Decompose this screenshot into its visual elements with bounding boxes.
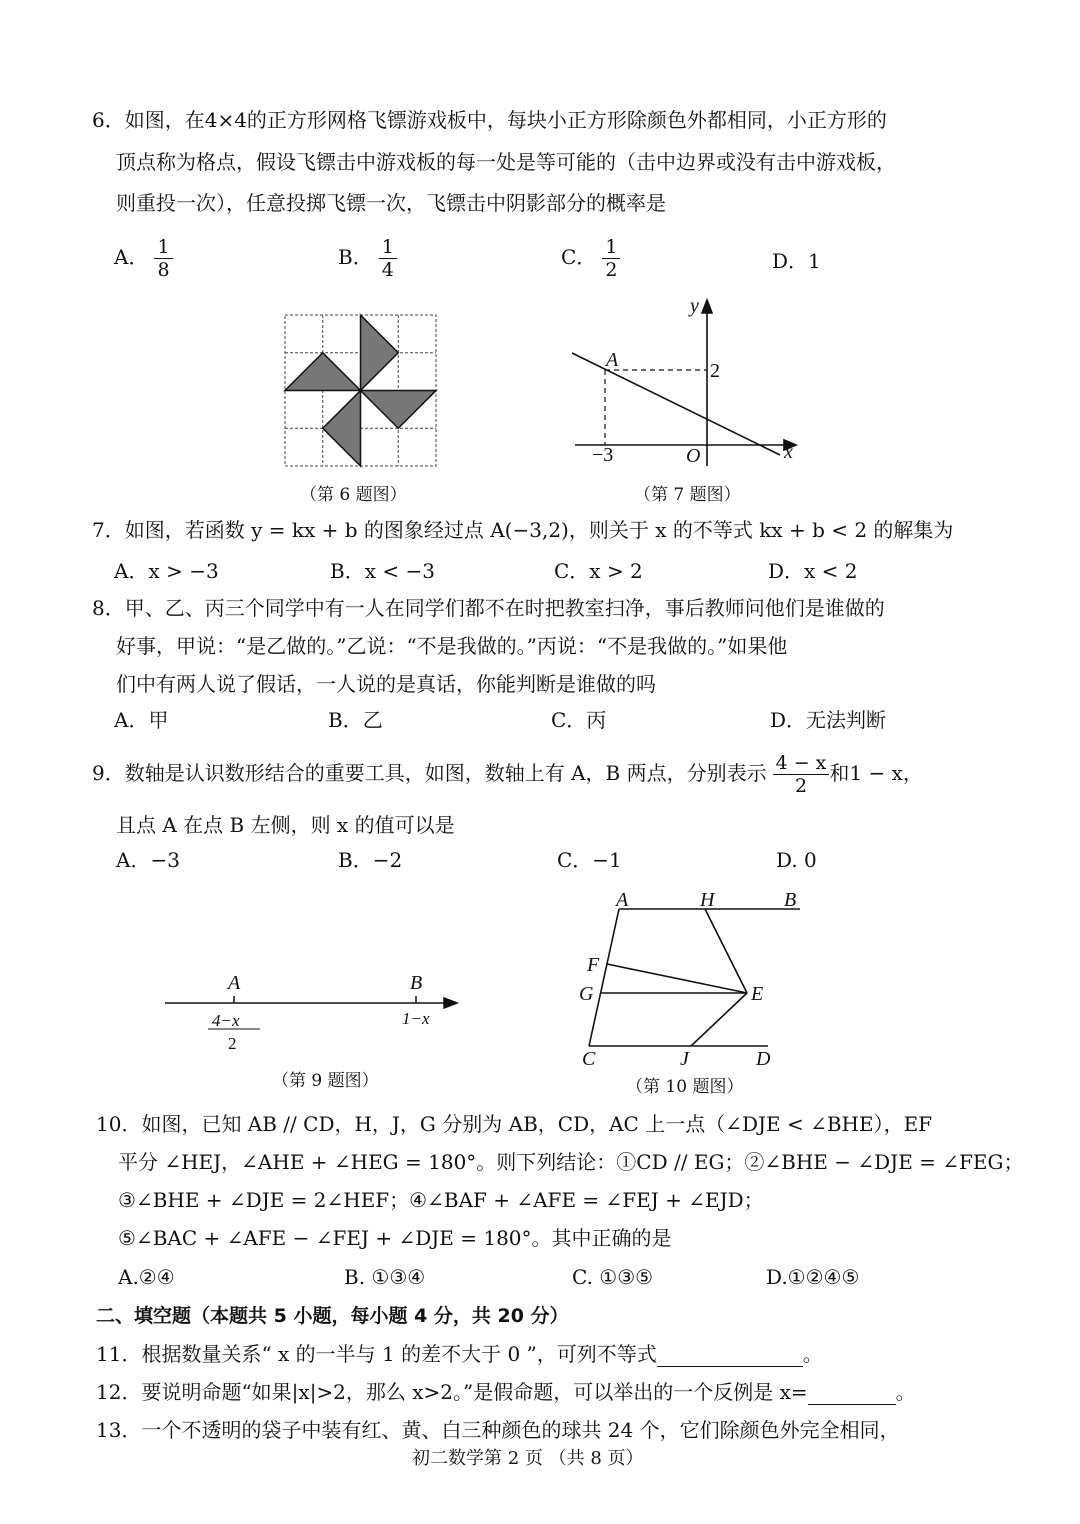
answer-blank[interactable]: [657, 1344, 803, 1367]
label-j: J: [680, 1048, 689, 1070]
q9-line-1: [92, 752, 923, 797]
q9-text: 9．数轴是认识数形结合的重要工具，如图，数轴上有 A，B 两点，分别表示: [92, 761, 767, 785]
q8-line-1: 8．甲、乙、丙三个同学中有一人在同学们都不在时把教室扫净，事后教师问他们是谁做的: [92, 596, 885, 620]
a-value-denominator: 2: [228, 1034, 237, 1053]
option-label: C．: [561, 245, 597, 269]
q12-text: 12．要说明命题“如果|x|>2，那么 x>2。”是假命题，可以举出的一个反例是 x=: [96, 1380, 808, 1404]
q9-option-a: A．−3: [116, 848, 180, 872]
page-footer: 初二数学第 2 页 （共 8 页）: [412, 1448, 644, 1469]
label-a: A: [616, 889, 629, 911]
option-label: B．: [338, 245, 373, 269]
a-value-numerator: 4−x: [212, 1011, 240, 1030]
q13-line: 13．一个不透明的袋子中装有红、黄、白三种颜色的球共 24 个，它们除颜色外完全相同，: [96, 1418, 900, 1442]
q7-option-b: B．x < −3: [330, 559, 435, 583]
label-h: H: [700, 889, 715, 911]
q6-line-1: 6．如图，在4×4的正方形网格飞镖游戏板中，每块小正方形除颜色外都相同，小正方形的: [92, 108, 887, 132]
figure-10-caption: （第 10 题图）: [626, 1077, 744, 1097]
label-c: C: [582, 1048, 596, 1070]
q8-option-c: C．丙: [551, 708, 607, 732]
label-b: B: [784, 889, 797, 911]
x-tick-label: −3: [592, 444, 614, 466]
denominator: 8: [157, 259, 170, 281]
denominator: 4: [381, 259, 394, 281]
q10-line-4: ⑤∠BAC + ∠AFE − ∠FEJ + ∠DJE = 180°。其中正确的是: [118, 1226, 672, 1250]
q10-option-a: A.②④: [118, 1265, 175, 1289]
q9-option-b: B．−2: [338, 848, 403, 872]
q8-line-3: 们中有两人说了假话，一人说的是真话，你能判断是谁做的吗: [116, 672, 656, 696]
figure-6-dartboard: [285, 315, 436, 466]
origin-label: O: [686, 445, 701, 467]
q12-end: 。: [895, 1380, 916, 1404]
numerator: 1: [379, 236, 397, 259]
y-tick-label: 2: [710, 360, 720, 382]
q8-option-b: B．乙: [328, 708, 383, 732]
q11-text: 11．根据数量关系“ x 的一半与 1 的差不大于 0 ”，可列不等式: [96, 1342, 657, 1366]
option-label: A．: [114, 245, 149, 269]
q10-line-2: 平分 ∠HEJ，∠AHE + ∠HEG = 180°。则下列结论：①CD // EG；②∠BHE − ∠DJE = ∠FEG；: [118, 1150, 1024, 1174]
label-f: F: [587, 954, 600, 976]
q8-option-d: D．无法判断: [770, 708, 887, 732]
point-a-label: A: [606, 349, 619, 371]
q11-end: 。: [802, 1342, 823, 1366]
q10-line-1: 10．如图，已知 AB // CD，H，J，G 分别为 AB，CD，AC 上一点（∠DJE < ∠BHE），EF: [96, 1112, 933, 1136]
q8-line-2: 好事，甲说：“是乙做的。”乙说：“不是我做的。”丙说：“不是我做的。”如果他: [116, 634, 788, 658]
q10-option-c: C. ①③⑤: [572, 1265, 654, 1289]
q7-option-c: C．x > 2: [554, 559, 643, 583]
option-value: 1: [808, 249, 821, 273]
x-axis-label: x: [784, 441, 793, 463]
figure-6-caption: （第 6 题图）: [300, 485, 407, 505]
option-label: D．: [772, 249, 809, 273]
denominator: 2: [605, 259, 618, 281]
numerator: 1: [602, 236, 620, 259]
q6-line-3: 则重投一次），任意投掷飞镖一次，飞镖击中阴影部分的概率是: [116, 191, 666, 215]
figure-9-caption: （第 9 题图）: [272, 1071, 379, 1091]
answer-blank[interactable]: [808, 1382, 896, 1405]
q9-option-d: D. 0: [776, 848, 817, 872]
figure-10-geometry: [589, 909, 800, 1046]
figure-7-graph: [572, 300, 796, 466]
section-2-heading: 二、填空题（本题共 5 小题，每小题 4 分，共 20 分）: [96, 1305, 569, 1327]
denominator: 2: [794, 775, 808, 797]
point-a-label: A: [228, 972, 241, 994]
q7-option-d: D．x < 2: [768, 559, 858, 583]
b-value: 1−x: [402, 1009, 430, 1028]
label-g: G: [579, 983, 594, 1005]
figure-7-caption: （第 7 题图）: [634, 485, 741, 505]
label-d: D: [756, 1048, 771, 1070]
numerator: 4 − x: [773, 752, 830, 775]
fraction: [773, 752, 830, 797]
y-axis-label: y: [690, 295, 699, 317]
shaded-triangles: [285, 315, 436, 466]
q12-line: [96, 1379, 916, 1405]
q10-option-d: D.①②④⑤: [766, 1265, 860, 1289]
q9-line-2: 且点 A 在点 B 左侧，则 x 的值可以是: [116, 813, 455, 837]
q9-text-end: 和1 − x，: [829, 761, 923, 785]
q9-option-c: C．−1: [557, 848, 622, 872]
q7-option-a: A．x > −3: [114, 559, 219, 583]
q10-option-b: B. ①③④: [344, 1265, 426, 1289]
q7-line: 7．如图，若函数 y = kx + b 的图象经过点 A(−3,2)，则关于 x 的不等式 kx + b < 2 的解集为: [92, 518, 954, 542]
q6-line-2: 顶点称为格点，假设飞镖击中游戏板的每一处是等可能的（击中边界或没有击中游戏板，: [116, 150, 896, 174]
point-b-label: B: [410, 972, 423, 994]
label-e: E: [751, 983, 764, 1005]
q11-line: [96, 1341, 823, 1367]
q10-line-3: ③∠BHE + ∠DJE = 2∠HEF；④∠BAF + ∠AFE = ∠FEJ + ∠EJD；: [118, 1188, 764, 1212]
q8-option-a: A．甲: [114, 708, 169, 732]
numerator: 1: [154, 236, 172, 259]
